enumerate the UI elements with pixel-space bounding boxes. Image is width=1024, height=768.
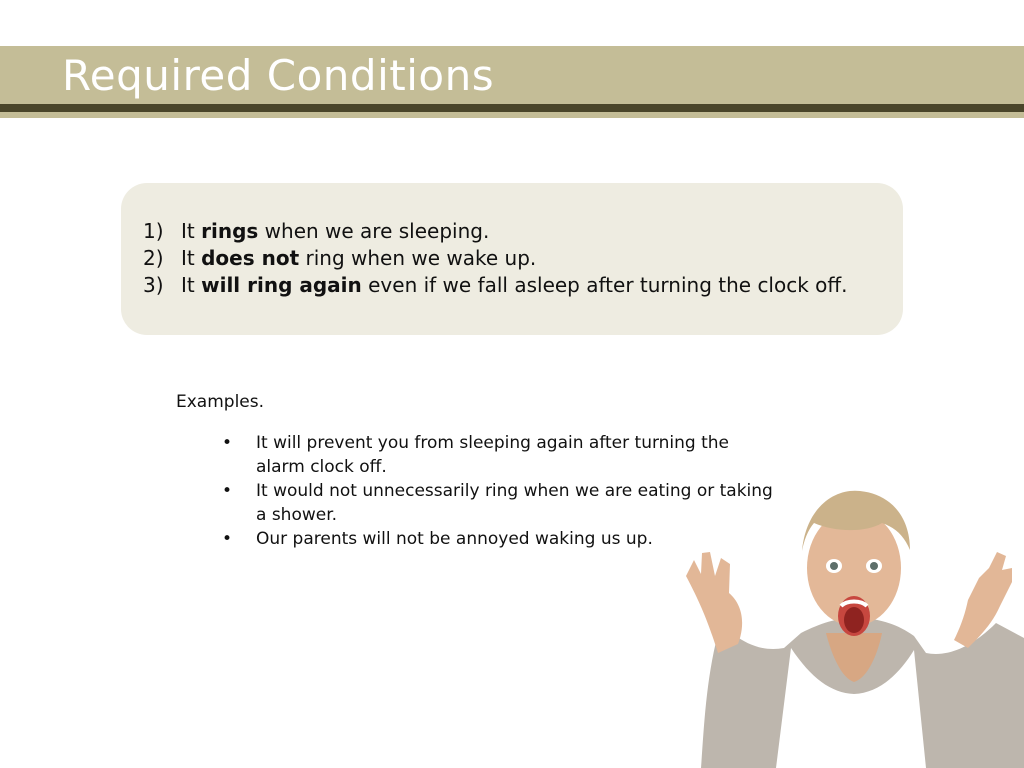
condition-item-2	[143, 245, 848, 272]
examples-heading: Examples.	[176, 392, 265, 412]
example-item	[222, 431, 782, 479]
bullet-icon: •	[222, 529, 233, 549]
conditions-list	[143, 218, 848, 299]
condition-item-1	[143, 218, 848, 245]
condition-number: 2)	[143, 246, 164, 270]
example-text: Our parents will not be annoyed waking us up.	[256, 529, 653, 549]
title-rule-light	[0, 112, 1024, 118]
slide-title: Required Conditions	[62, 51, 495, 100]
condition-text: It will ring again even if we fall asleep after turning the clock off.	[181, 273, 848, 297]
example-text: It would not unnecessarily ring when we are eating or taking a shower.	[256, 481, 773, 525]
condition-number: 1)	[143, 219, 164, 243]
condition-text: It rings when we are sleeping.	[181, 219, 490, 243]
head	[802, 491, 910, 636]
conditions-box	[121, 183, 903, 335]
surprised-woman-photo	[676, 488, 1024, 768]
condition-text: It does not ring when we wake up.	[181, 246, 537, 270]
bullet-icon: •	[222, 481, 233, 501]
title-rule-dark	[0, 104, 1024, 112]
condition-number: 3)	[143, 273, 164, 297]
example-text: It will prevent you from sleeping again after turning the alarm clock off.	[256, 433, 730, 477]
bullet-icon: •	[222, 433, 233, 453]
condition-item-3	[143, 272, 848, 299]
